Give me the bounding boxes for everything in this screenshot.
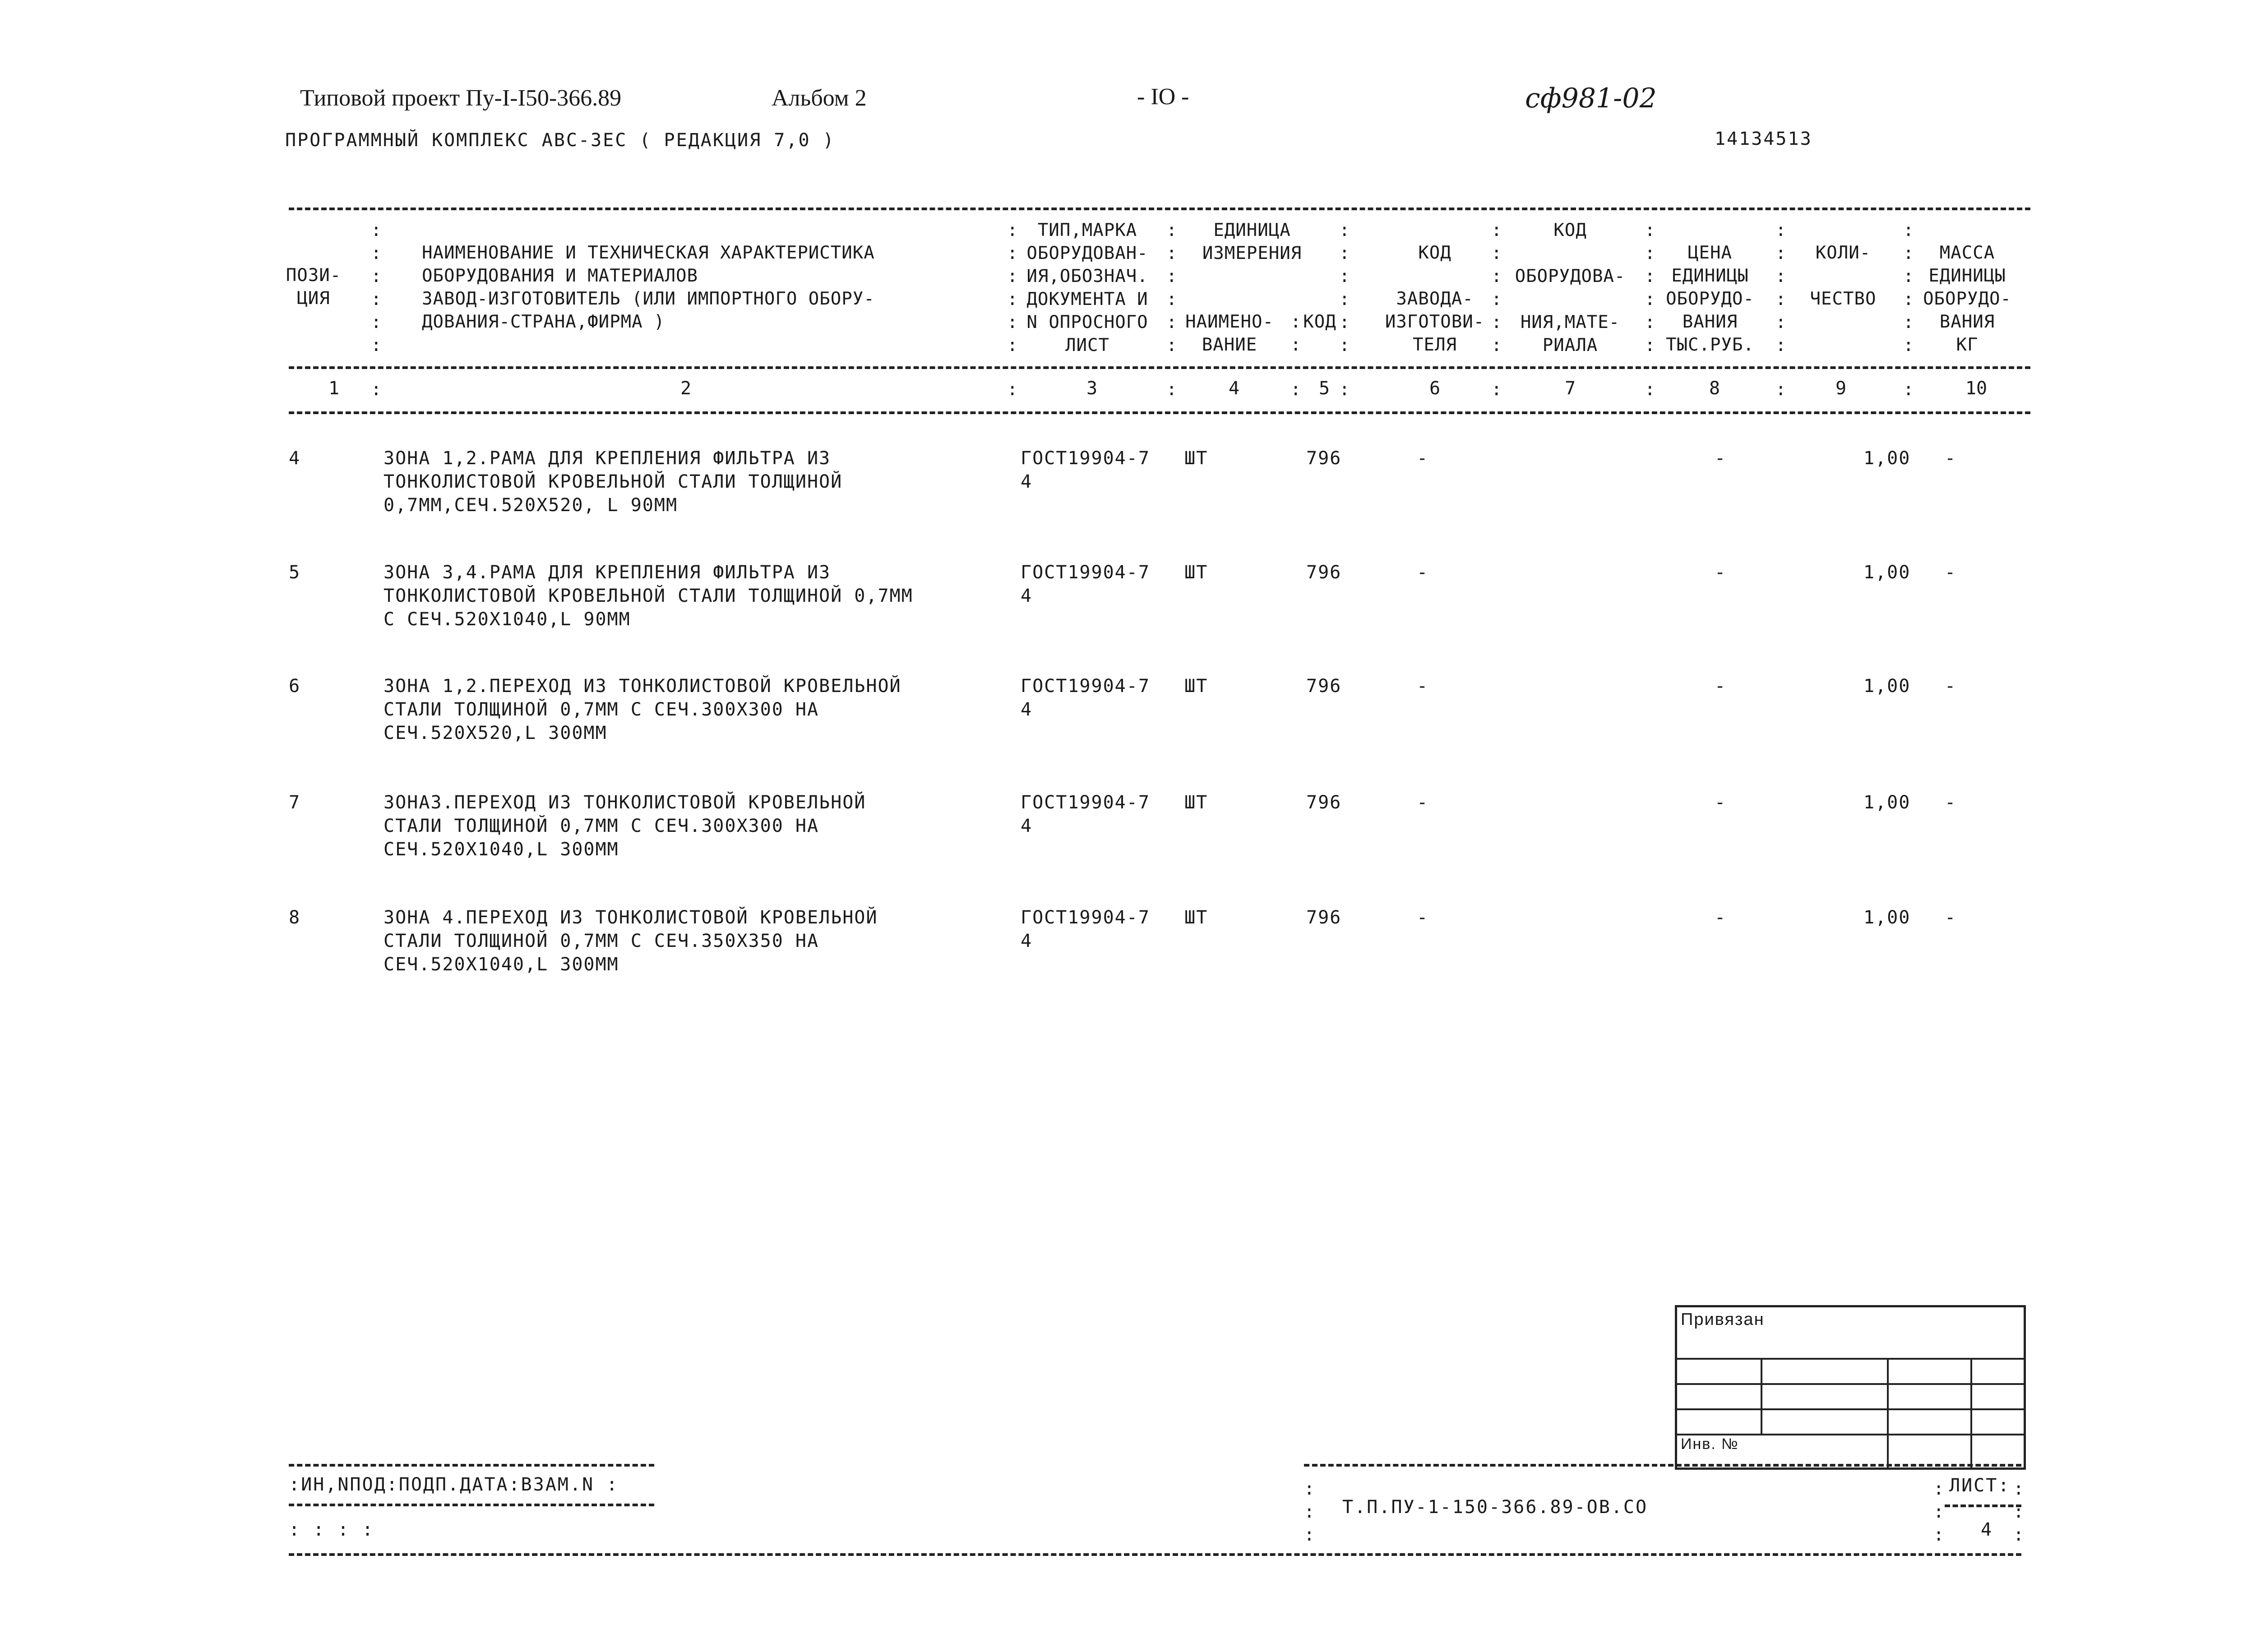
column-number: 8 <box>1709 378 1720 399</box>
footer-bottom-rule <box>289 1553 2021 1556</box>
row-position: 7 <box>289 792 301 813</box>
row-unit: ШТ <box>1184 448 1208 469</box>
row-mass: - <box>1945 676 1957 697</box>
header-bottom-rule <box>289 366 2030 369</box>
column-number: 9 <box>1835 378 1847 399</box>
column-separator: : <box>1775 379 1786 400</box>
sheet-label: ЛИСТ: <box>1949 1475 2011 1496</box>
row-mass: - <box>1945 907 1957 928</box>
header-name: НАИМЕНОВАНИЕ И ТЕХНИЧЕСКАЯ ХАРАКТЕРИСТИКА ОБОРУДОВАНИЯ И МАТЕРИАЛОВ ЗАВОД-ИЗГОТОВИТЕЛЬ (ИЛИ ИМПОРТНОГО ОБОРУ- ДОВАНИЯ-СТРАНА,ФИРМА ) <box>422 243 875 332</box>
program-line: ПРОГРАММНЫЙ КОМПЛЕКС АВС-3ЕС ( РЕДАКЦИЯ 7,0 ) <box>285 130 835 151</box>
row-name: ЗОНА 4.ПЕРЕХОД ИЗ ТОНКОЛИСТОВОЙ КРОВЕЛЬНОЙ СТАЛИ ТОЛЩИНОЙ 0,7ММ С СЕЧ.350Х350 НА СЕЧ.520Х1040,L 300ММ <box>384 907 878 975</box>
header-unit-code: КОД <box>1303 312 1336 332</box>
header-equipment-code: КОД ОБОРУДОВА- НИЯ,МАТЕ- РИАЛА <box>1515 220 1626 355</box>
row-plant-code: - <box>1417 448 1429 469</box>
row-price: - <box>1715 792 1727 813</box>
row-unit: ШТ <box>1184 907 1208 928</box>
row-quantity: 1,00 <box>1863 562 1911 583</box>
column-separator: : <box>1645 379 1655 400</box>
column-separator: : : : <box>1933 1479 1944 1545</box>
row-name: ЗОНА 3,4.РАМА ДЛЯ КРЕПЛЕНИЯ ФИЛЬТРА ИЗ ТОНКОЛИСТОВОЙ КРОВЕЛЬНОЙ СТАЛИ ТОЛЩИНОЙ 0,7ММ С СЕЧ.520Х1040,L 90ММ <box>384 562 913 630</box>
column-number: 7 <box>1564 378 1576 399</box>
column-number: 2 <box>680 378 692 399</box>
colnum-bottom-rule <box>289 411 2030 414</box>
footer-rule <box>1304 1464 2021 1467</box>
row-price: - <box>1715 907 1727 928</box>
column-separator: : : : : : : <box>1903 220 1914 355</box>
row-name: ЗОНА3.ПЕРЕХОД ИЗ ТОНКОЛИСТОВОЙ КРОВЕЛЬНОЙ СТАЛИ ТОЛЩИНОЙ 0,7ММ С СЕЧ.300Х300 НА СЕЧ.520Х1040,L 300ММ <box>384 792 866 860</box>
column-number: 1 <box>328 378 340 399</box>
row-position: 5 <box>289 562 301 583</box>
row-price: - <box>1715 448 1727 469</box>
row-mass: - <box>1945 792 1957 813</box>
binding-stamp <box>1675 1305 2026 1470</box>
footer-rule <box>289 1504 654 1506</box>
row-plant-code: - <box>1417 562 1429 583</box>
row-price: - <box>1715 562 1727 583</box>
signature-block-header: :ИН,NПОД:ПОДП.ДАТА:ВЗАМ.N : <box>289 1474 619 1495</box>
row-type: ГОСТ19904-7 4 <box>1021 562 1150 606</box>
column-separator: : : : : : : <box>1339 220 1350 355</box>
row-unit: ШТ <box>1184 676 1208 697</box>
row-quantity: 1,00 <box>1863 792 1911 813</box>
column-separator: : <box>1290 379 1301 400</box>
column-separator: : <box>1903 379 1914 400</box>
column-separator: : <box>371 379 382 400</box>
stamp-rule <box>1887 1358 1889 1467</box>
row-unit: ШТ <box>1184 562 1208 583</box>
document-designation: Т.П.ПУ-1-150-366.89-ОВ.СО <box>1342 1497 1648 1518</box>
row-mass: - <box>1945 448 1957 469</box>
row-type: ГОСТ19904-7 4 <box>1021 448 1150 492</box>
row-name: ЗОНА 1,2.ПЕРЕХОД ИЗ ТОНКОЛИСТОВОЙ КРОВЕЛЬНОЙ СТАЛИ ТОЛЩИНОЙ 0,7ММ С СЕЧ.300Х300 НА СЕЧ.520Х520,L 300ММ <box>384 676 901 743</box>
column-number: 5 <box>1318 378 1330 399</box>
column-separator: : : : : : : <box>1007 220 1018 355</box>
column-separator: : <box>1007 379 1018 400</box>
column-separator: : : : : : : <box>1645 220 1655 355</box>
column-number: 4 <box>1228 378 1240 399</box>
row-position: 8 <box>289 907 301 928</box>
footer-rule <box>289 1464 654 1467</box>
page-number: - IO - <box>1137 84 1189 110</box>
row-unit-code: 796 <box>1306 792 1342 813</box>
header-quantity: КОЛИ- ЧЕСТВО <box>1810 243 1877 309</box>
stamp-rule <box>1970 1358 1972 1467</box>
row-name: ЗОНА 1,2.РАМА ДЛЯ КРЕПЛЕНИЯ ФИЛЬТРА ИЗ ТОНКОЛИСТОВОЙ КРОВЕЛЬНОЙ СТАЛИ ТОЛЩИНОЙ 0,7ММ,СЕЧ.520Х520, L 90ММ <box>384 448 843 516</box>
row-plant-code: - <box>1417 907 1429 928</box>
row-plant-code: - <box>1417 676 1429 697</box>
row-mass: - <box>1945 562 1957 583</box>
row-quantity: 1,00 <box>1863 448 1911 469</box>
binding-stamp-label: Привязан <box>1681 1310 1765 1329</box>
doc-number: 14134513 <box>1715 129 1812 149</box>
project-title: Типовой проект Пу-I-I50-366.89 <box>300 85 622 111</box>
row-unit-code: 796 <box>1306 448 1342 469</box>
row-type: ГОСТ19904-7 4 <box>1021 792 1150 836</box>
header-unit: ЕДИНИЦА ИЗМЕРЕНИЯ <box>1202 220 1302 263</box>
column-separator: : : : : : : <box>1775 220 1786 355</box>
footer-rule <box>1945 1504 2021 1507</box>
column-separator: : : : : : : <box>1491 220 1502 355</box>
column-number: 10 <box>1965 378 1988 399</box>
header-position: ПОЗИ- ЦИЯ <box>286 265 342 309</box>
row-type: ГОСТ19904-7 4 <box>1021 907 1150 951</box>
stamp-rule <box>1761 1358 1762 1434</box>
row-quantity: 1,00 <box>1863 907 1911 928</box>
header-price: ЦЕНА ЕДИНИЦЫ ОБОРУДО- ВАНИЯ ТЫС.РУБ. <box>1666 243 1754 355</box>
column-separator: : <box>1339 379 1350 400</box>
row-unit-code: 796 <box>1306 676 1342 697</box>
table-top-rule <box>289 208 2030 210</box>
column-separator: : : : <box>1304 1479 1315 1545</box>
header-unit-name: НАИМЕНО- ВАНИЕ <box>1185 312 1274 355</box>
column-separator: : : : : : : <box>1166 220 1177 355</box>
column-number: 6 <box>1429 378 1441 399</box>
row-price: - <box>1715 676 1727 697</box>
column-separator: : : : : : : <box>371 220 382 355</box>
header-mass: МАССА ЕДИНИЦЫ ОБОРУДО- ВАНИЯ КГ <box>1923 243 2011 355</box>
row-unit-code: 796 <box>1306 562 1342 583</box>
header-type: ТИП,МАРКА ОБОРУДОВАН- ИЯ,ОБОЗНАЧ. ДОКУМЕНТА И N ОПРОСНОГО ЛИСТ <box>1026 220 1148 355</box>
row-position: 6 <box>289 676 301 697</box>
row-plant-code: - <box>1417 792 1429 813</box>
column-separator: : <box>1166 379 1177 400</box>
handwritten-code: сф981-02 <box>1525 83 1657 114</box>
album-label: Альбом 2 <box>772 85 867 111</box>
column-separator: : <box>1491 379 1502 400</box>
row-quantity: 1,00 <box>1863 676 1911 697</box>
header-plant-code: КОД ЗАВОДА- ИЗГОТОВИ- ТЕЛЯ <box>1385 243 1485 355</box>
signature-block-row: : : : : <box>289 1519 374 1540</box>
row-position: 4 <box>289 448 301 469</box>
row-unit-code: 796 <box>1306 907 1342 928</box>
inventory-label: Инв. № <box>1681 1435 1739 1453</box>
column-number: 3 <box>1086 378 1098 399</box>
row-type: ГОСТ19904-7 4 <box>1021 676 1150 720</box>
column-separator: : : <box>1290 312 1301 355</box>
row-unit: ШТ <box>1184 792 1208 813</box>
column-separator: : : : <box>2013 1479 2024 1545</box>
sheet-number: 4 <box>1981 1519 1993 1540</box>
